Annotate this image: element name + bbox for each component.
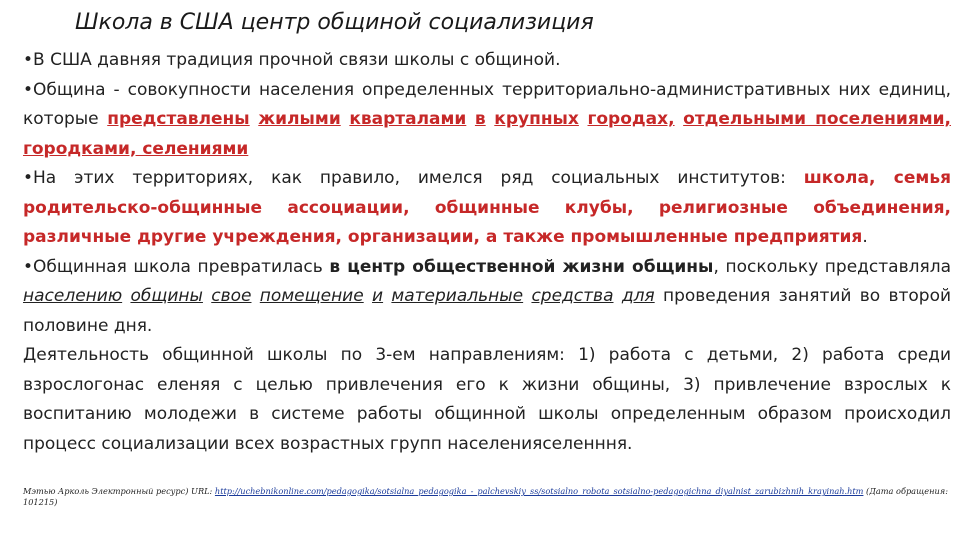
paragraph-activities: Деятельность общинной школы по 3-ем направлениям: 1) работа с детьми, 2) работа среди взрослогонас еленяя с целью привлечения его к жизни общины, 3) привлечение взрослых к воспитанию молодежи в системе работы общинной школы определенным образом происходил процесс социализации всех возрастных групп населенияселенння. xyxy=(23,345,951,454)
highlight-word: в xyxy=(474,109,486,129)
school-center-text: •Общинная школа превратилась xyxy=(23,256,330,277)
highlight-word: жилыми xyxy=(258,109,341,129)
institutions-text: •На этих территориях, как правило, имелся ряд социальных институтов: xyxy=(23,168,804,188)
italic-word: помещение xyxy=(259,286,364,306)
community-text: •Община - совокупности населения определенных территориально-административных них единиц, которые xyxy=(23,79,951,129)
school-center-text-2: , поскольку представляла xyxy=(713,256,951,277)
italic-word: средства xyxy=(531,286,614,306)
highlight-word: представлены xyxy=(107,109,250,129)
paragraph-school-center xyxy=(23,253,951,342)
highlight-word: крупных xyxy=(494,109,579,129)
school-center-text-3: проведения занятий во второй половине дня. xyxy=(23,286,952,336)
paragraph-institutions xyxy=(23,164,951,253)
highlight-word: кварталами xyxy=(349,109,467,129)
slide-body xyxy=(23,46,951,459)
institutions-list: школа, семья родительско-общинные ассоциации, общинные клубы, религиозные объединения, различные другие учреждения, организации, а также промышленные предприятия xyxy=(23,168,951,247)
highlight-word: городах, xyxy=(587,109,675,129)
school-center-bold: в центр общественной жизни общины xyxy=(329,256,714,277)
italic-word: общины xyxy=(130,286,203,306)
italic-word: свое xyxy=(211,286,252,306)
citation-prefix: Мэтью Арколь Электронный ресурс) URL: xyxy=(23,486,215,496)
slide-title: Школа в США центр общиной социализиция xyxy=(75,10,594,35)
citation-link[interactable]: http://uchebnikonline.com/pedagogika/sotsialna_pedagogika_-_palchevskiy_ss/sotsialno_robota_sotsialno-pedagogichna_diyalnist_zarubizhnih_krayinah.htm xyxy=(214,486,864,496)
paragraph-tradition: •В США давняя традиция прочной связи школы с общиной. xyxy=(23,50,561,70)
institutions-end: . xyxy=(862,227,868,247)
italic-word: и xyxy=(372,286,384,306)
italic-word: для xyxy=(621,286,655,306)
citation-suffix: (Дата обращения: 101215) xyxy=(23,486,948,507)
highlight-tail: отдельными поселениями, городками, селениями xyxy=(23,109,952,159)
footer-citation xyxy=(23,486,953,508)
italic-word: материальные xyxy=(391,286,524,306)
paragraph-community xyxy=(23,76,951,165)
italic-word: населению xyxy=(23,286,123,306)
